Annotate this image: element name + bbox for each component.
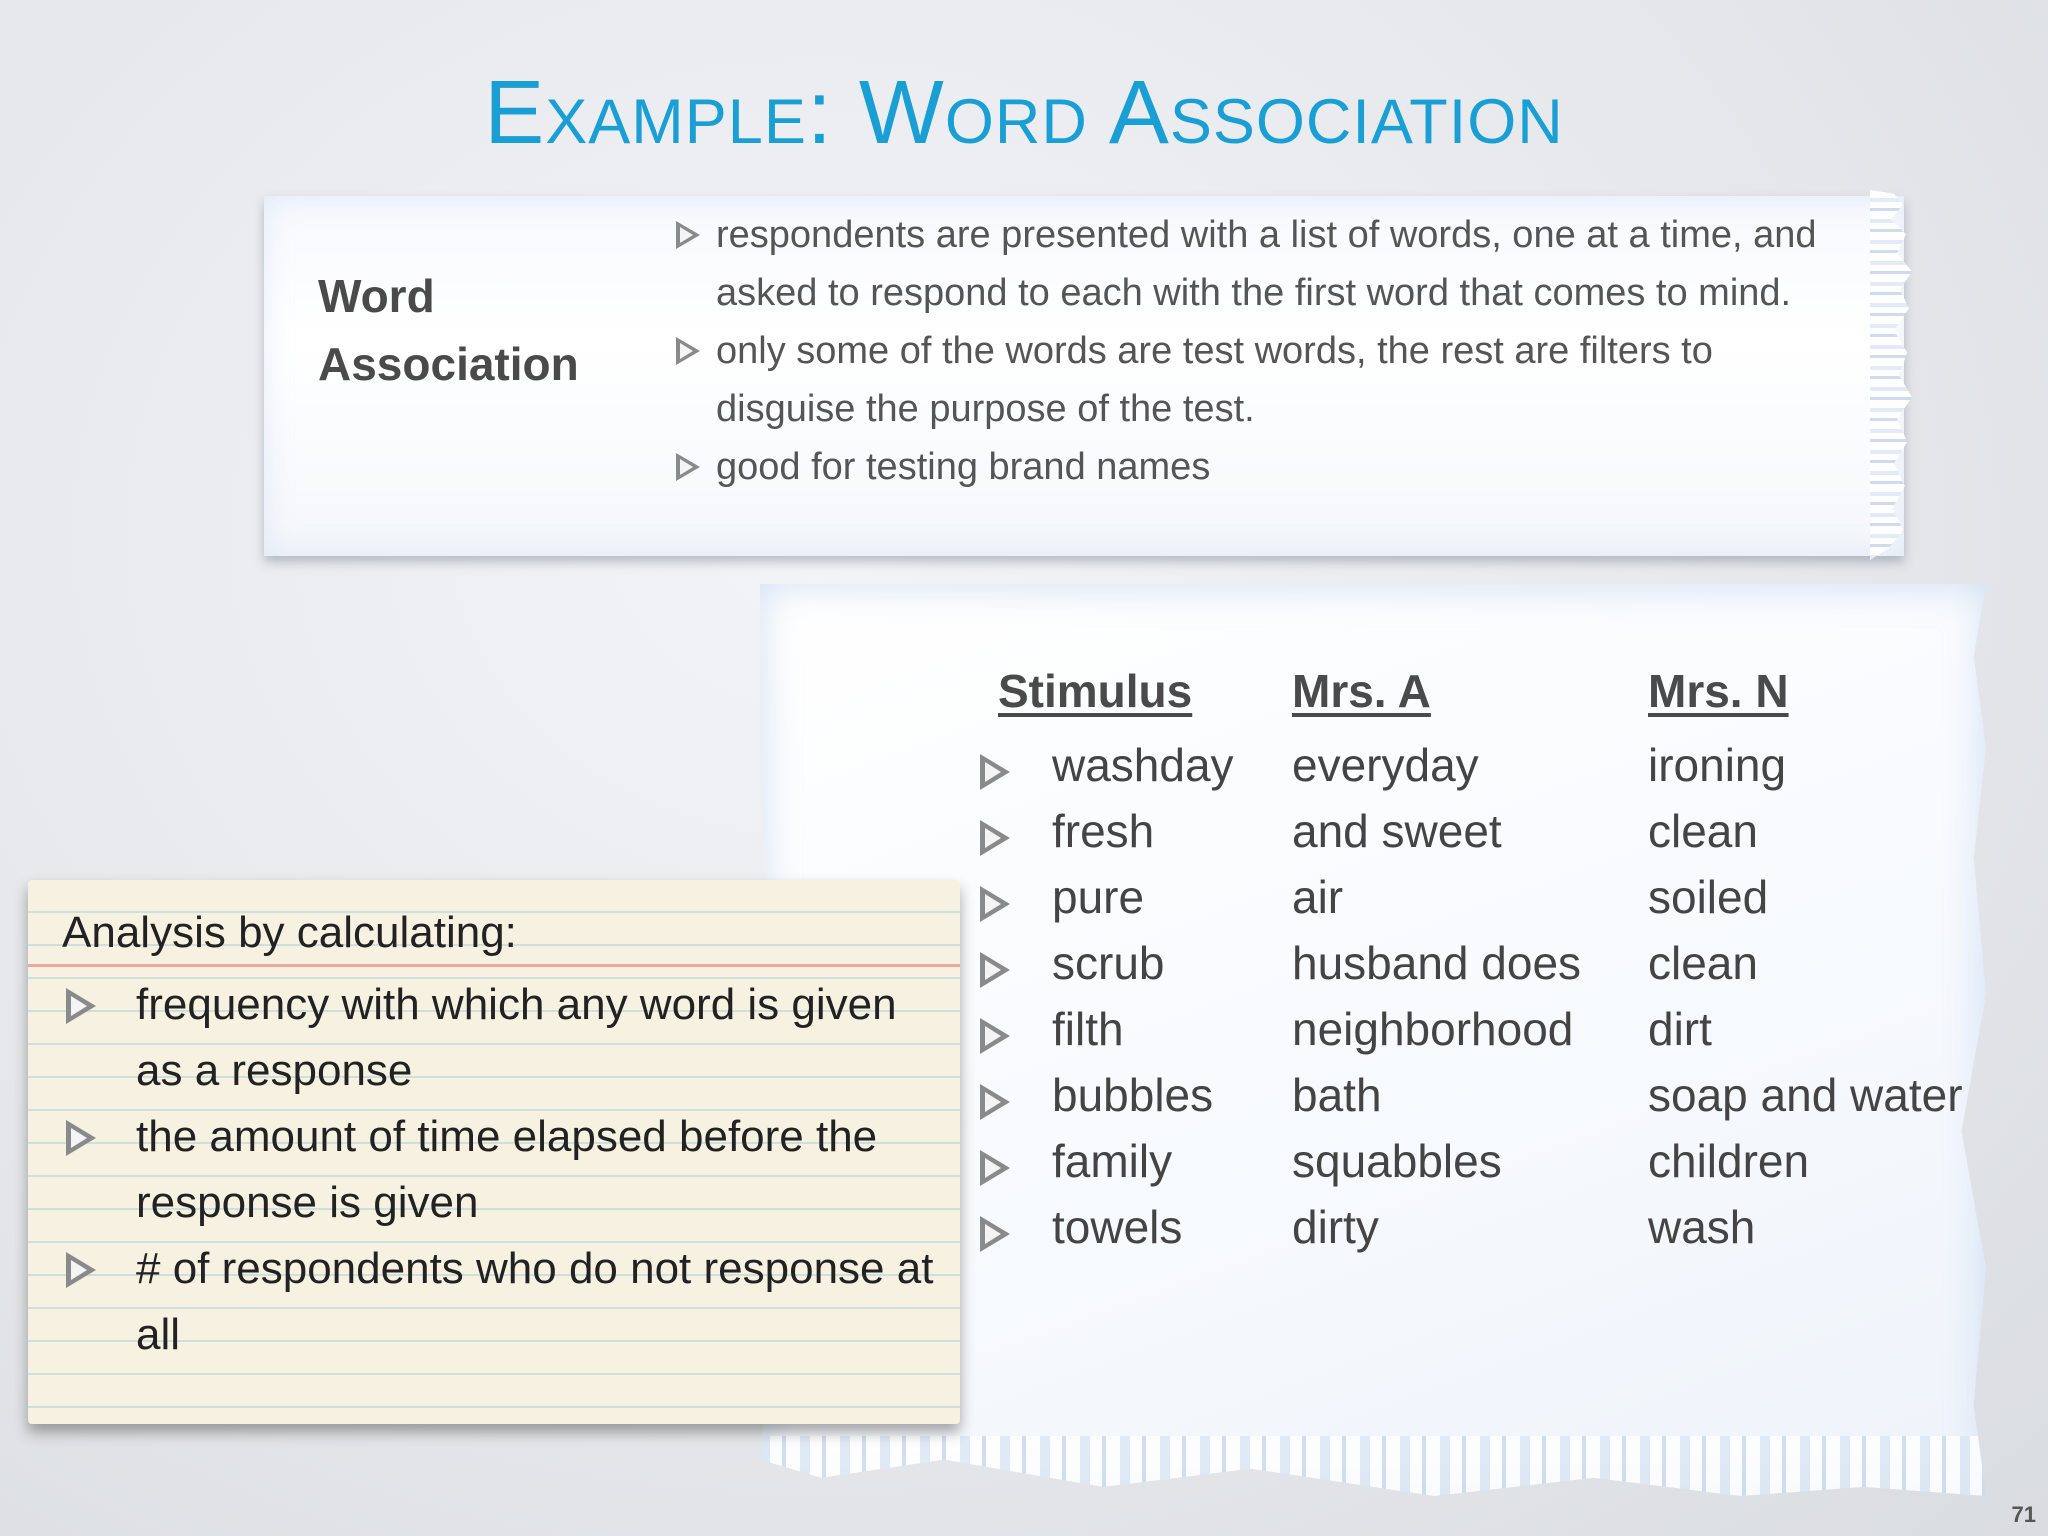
triangle-bullet-icon bbox=[676, 337, 700, 365]
list-item: good for testing brand names bbox=[668, 438, 1828, 496]
triangle-bullet-icon bbox=[980, 1084, 1010, 1120]
triangle-bullet-icon bbox=[980, 1018, 1010, 1054]
triangle-bullet-icon bbox=[676, 221, 700, 249]
definition-label: Word Association bbox=[318, 270, 579, 390]
slide-title: Example: Word Association bbox=[484, 63, 1564, 163]
triangle-bullet-icon bbox=[66, 988, 96, 1024]
triangle-bullet-icon bbox=[980, 1216, 1010, 1252]
column-header-mrs-a: Mrs. A bbox=[1292, 665, 1431, 717]
triangle-bullet-icon bbox=[66, 1252, 96, 1288]
list-item: # of respondents who do not response at all bbox=[62, 1236, 942, 1368]
column-header-stimulus: Stimulus bbox=[998, 665, 1193, 717]
list-item: the amount of time elapsed before the response is given bbox=[62, 1104, 942, 1236]
list-item: frequency with which any word is given as a response bbox=[62, 972, 942, 1104]
analysis-list bbox=[62, 972, 942, 1368]
page-number: 71 bbox=[2011, 1502, 2036, 1527]
triangle-bullet-icon bbox=[980, 886, 1010, 922]
list-item: only some of the words are test words, the rest are filters to disguise the purpose of the test. bbox=[668, 322, 1828, 438]
triangle-bullet-icon bbox=[980, 1150, 1010, 1186]
triangle-bullet-icon bbox=[676, 453, 700, 481]
triangle-bullet-icon bbox=[980, 820, 1010, 856]
list-item: respondents are presented with a list of words, one at a time, and asked to respond to each with the first word that comes to mind. bbox=[668, 206, 1828, 322]
triangle-bullet-icon bbox=[980, 754, 1010, 790]
definition-list bbox=[668, 206, 1828, 496]
triangle-bullet-icon bbox=[980, 952, 1010, 988]
triangle-bullet-icon bbox=[66, 1120, 96, 1156]
analysis-title: Analysis by calculating: bbox=[62, 908, 517, 957]
column-header-mrs-n: Mrs. N bbox=[1648, 665, 1789, 717]
